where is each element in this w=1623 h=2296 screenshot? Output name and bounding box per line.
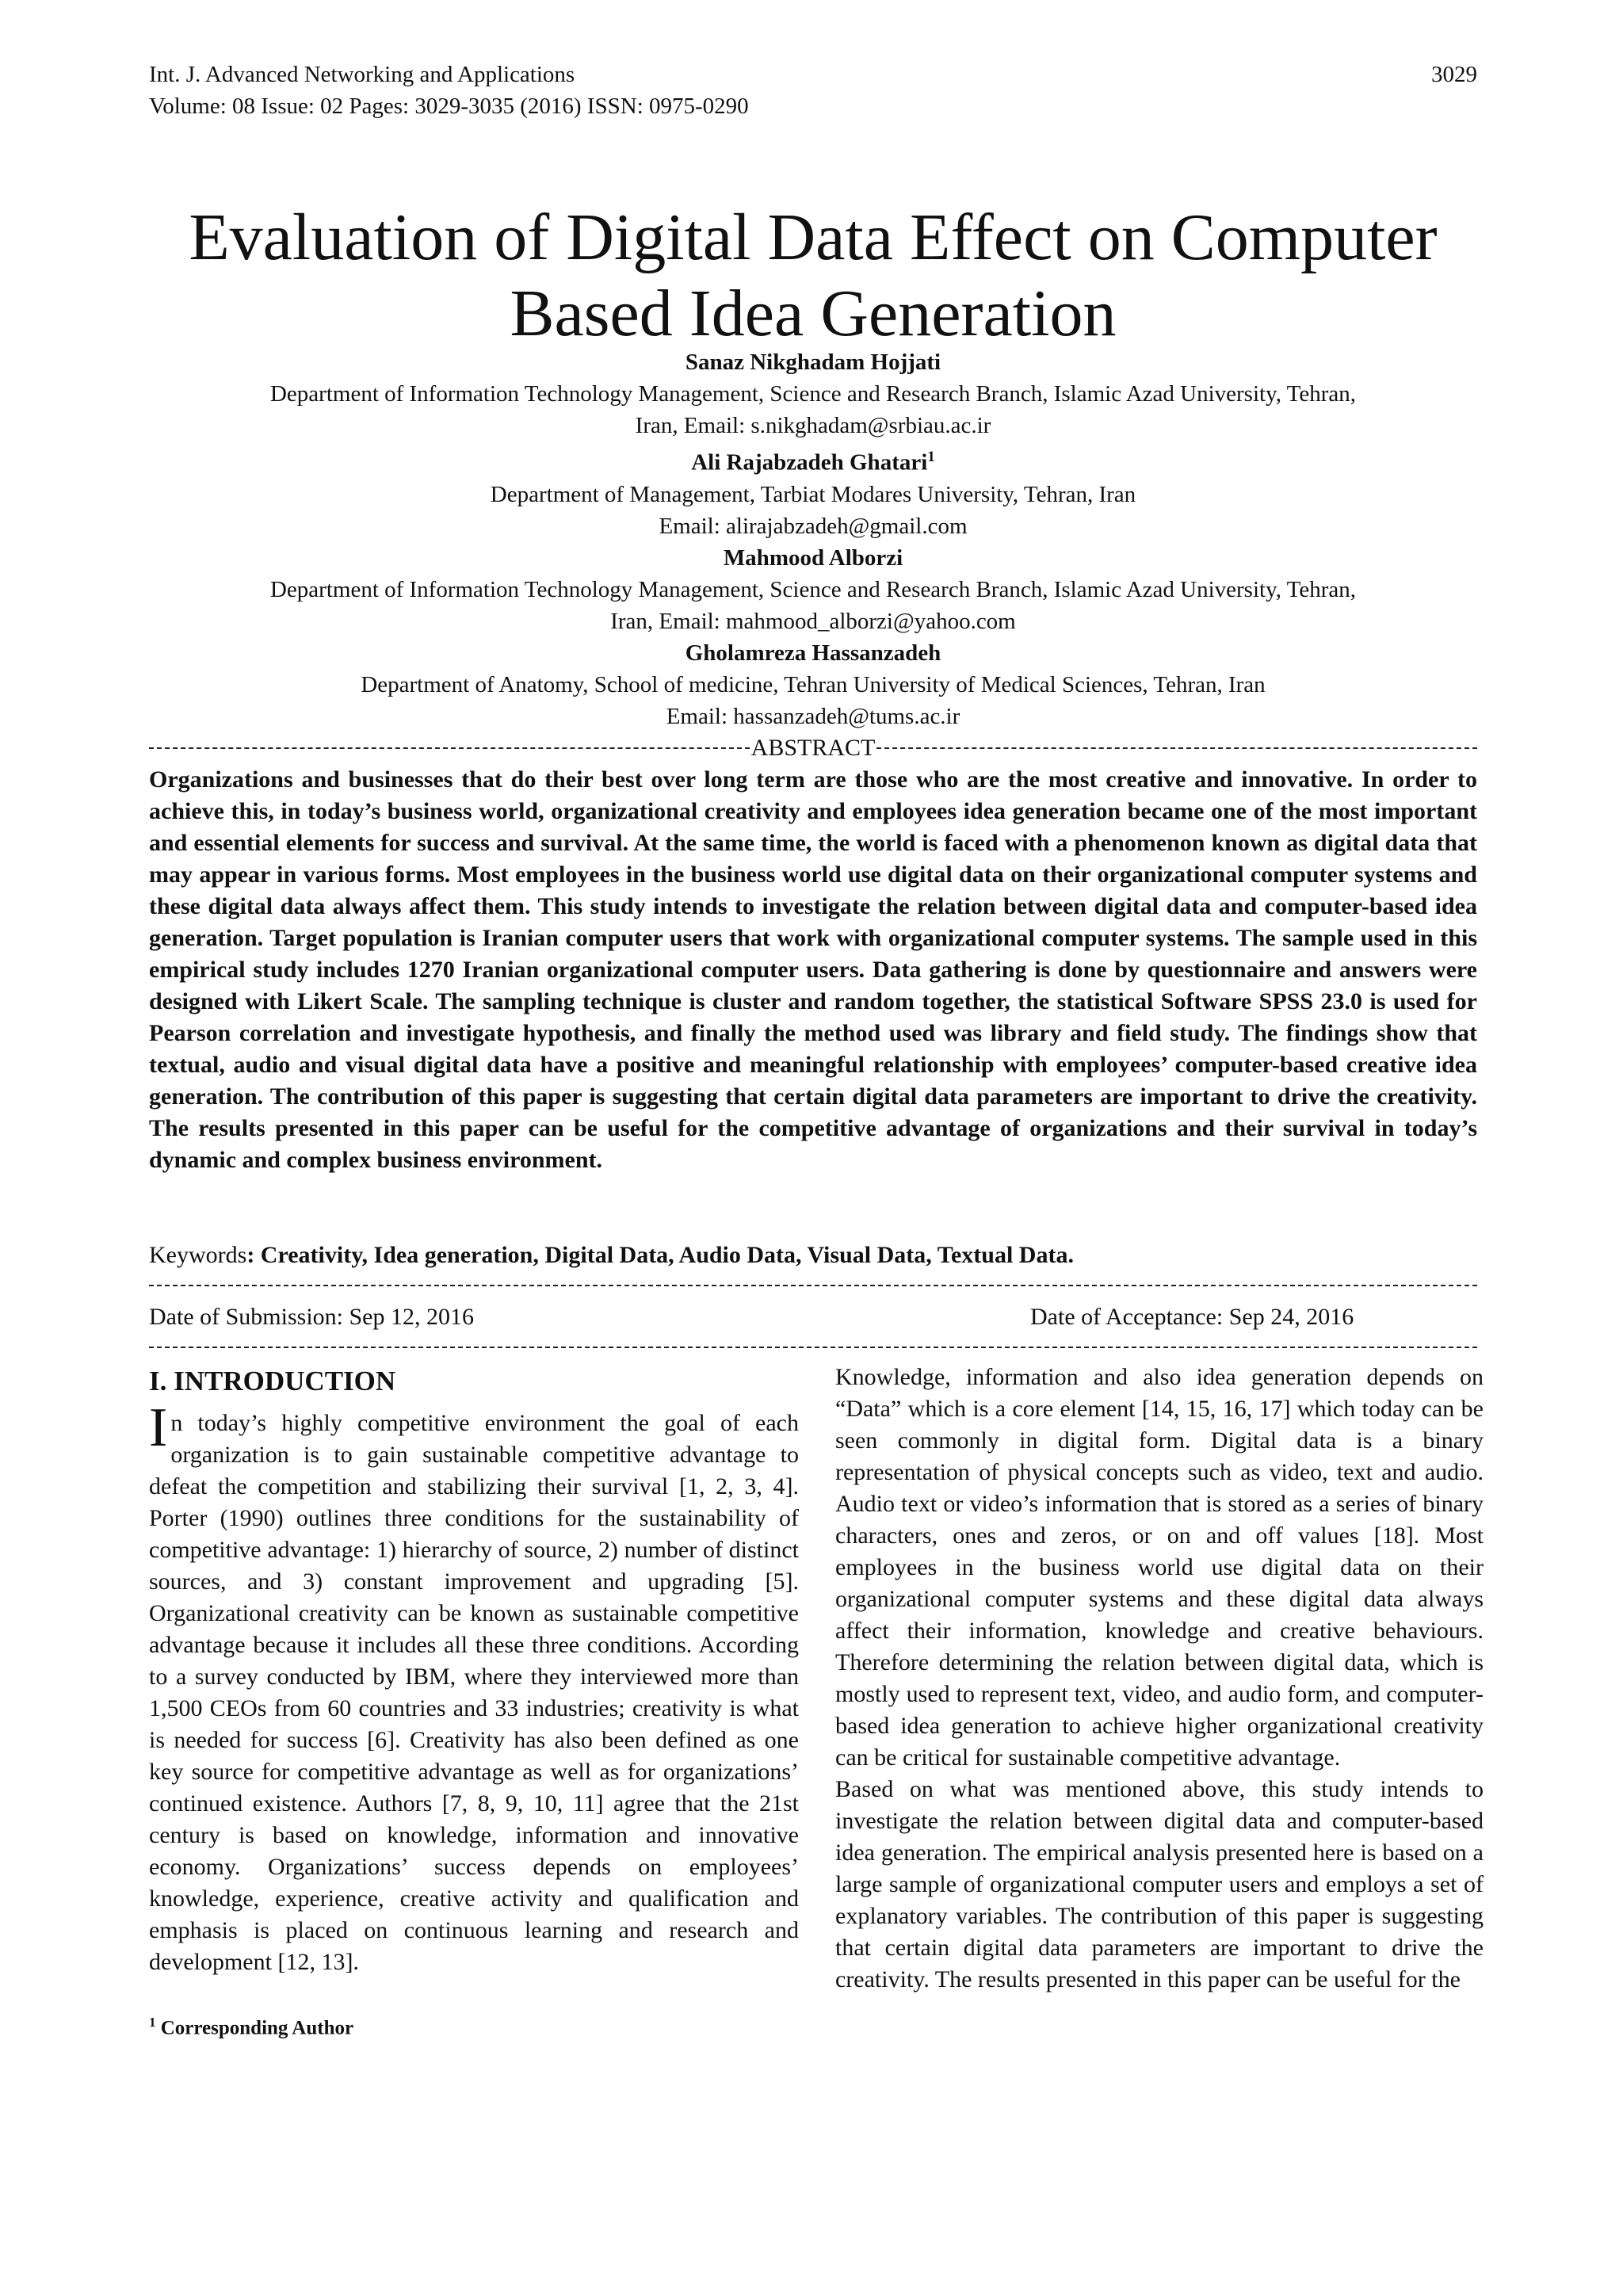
author-affiliation: Department of Information Technology Management, Science and Research Branch, Islamic Azad University, Tehran, <box>269 576 1357 602</box>
author-footnote-mark: 1 <box>927 449 935 465</box>
paper-title <box>149 200 1477 352</box>
divider <box>149 1270 1477 1301</box>
author-email: Iran, Email: s.nikghadam@srbiau.ac.ir <box>635 413 991 438</box>
divider <box>149 1331 1477 1363</box>
left-column <box>149 1362 799 2044</box>
keywords-label: Keywords <box>149 1242 247 1268</box>
dates-row <box>149 1301 1477 1333</box>
running-header <box>149 59 1477 122</box>
author-block <box>149 346 1477 732</box>
author-email: Iran, Email: mahmood_alborzi@yahoo.com <box>610 608 1016 634</box>
divider-dashes <box>149 747 750 749</box>
drop-cap: I <box>149 1397 168 1458</box>
divider-dashes <box>876 747 1477 749</box>
intro-paragraph: Based on what was mentioned above, this study intends to investigate the relation between digital data and computer-based idea generation. The empirical analysis presented here is based on a large sample of organizational computer users and employs a set of explanatory variables. The contribution of this paper is suggesting that certain digital data parameters are important to drive the creativity. The results presented in this paper can be useful for the <box>835 1776 1484 1992</box>
author-name: Gholamreza Hassanzadeh <box>685 640 941 666</box>
footnote: $^1$ Corresponding Author <box>149 2015 354 2039</box>
title-line-2: Based Idea Generation <box>510 277 1117 350</box>
abstract-text: Organizations and businesses that do their best over long term are those who are the most creative and innovative. In order to achieve this, in today’s business world, organizational creativity and employees idea generation became one of the most important and essential elements for success and survival. At the same time, the world is faced with a phenomenon known as digital data that may appear in various forms. Most employees in the business world use digital data on their organizational computer systems and these digital data always affect them. This study intends to investigate the relation between digital data and computer-based idea generation. Target population is Iranian computer users that work with organizational computer systems. The sample used in this empirical study includes 1270 Iranian organizational computer users. Data gathering is done by questionnaire and answers were designed with Likert Scale. The sampling technique is cluster and random together, the statistical Software SPSS 23.0 is used for Pearson correlation and investigate hypothesis, and finally the method used was library and field study. The findings show that textual, audio and visual digital data have a positive and meaningful relationship with employees’ computer-based creative idea generation. The contribution of this paper is suggesting that certain digital data parameters are important to drive the creativity. The results presented in this paper can be useful for the competitive advantage of organizations and their survival in today’s dynamic and complex business environment. <box>149 766 1477 1173</box>
author-email: Email: alirajabzadeh@gmail.com <box>659 513 968 539</box>
author-name: Ali Rajabzadeh Ghatari$^1$ <box>691 449 935 476</box>
author-name: Sanaz Nikghadam Hojjati <box>685 350 941 375</box>
abstract-divider <box>149 732 1477 764</box>
footnote-mark: 1 <box>149 2015 156 2030</box>
right-column <box>835 1362 1484 1996</box>
author-name: Mahmood Alborzi <box>723 544 903 571</box>
submission-date: Date of Submission: Sep 12, 2016 <box>149 1304 474 1330</box>
author-affiliation: Department of Anatomy, School of medicine, Tehran University of Medical Sciences, Tehran, Iran <box>361 671 1266 697</box>
section-heading: I. INTRODUCTION <box>149 1366 396 1396</box>
keywords <box>149 1240 1477 1271</box>
intro-paragraph: In today’s highly competitive environment the goal of each organization is to gain sustainable competitive advantage to defeat the competition and stabilizing their survival [1, 2, 3, 4]. Porter (1990) outlines three conditions for the sustainability of competitive advantage: 1) hierarchy of source, 2) number of distinct sources, and 3) constant improvement and upgrading [5]. Organizational creativity can be known as sustainable competitive advantage because it includes all these three conditions. According to a survey conducted by IBM, where they interviewed more than 1,500 CEOs from 60 countries and 33 industries; creativity is what is needed for success [6]. Creativity has also been defined as one key source for competitive advantage as well as for organizations’ continued existence. Authors [7, 8, 9, 10, 11] agree that the 21st century is based on knowledge, information and innovative economy. Organizations’ success depends on employees’ knowledge, experience, creative activity and qualification and emphasis is placed on continuous learning and research and development [12, 13]. <box>149 1397 799 1975</box>
keywords-list: : Creativity, Idea generation, Digital Data, Audio Data, Visual Data, Textual Data. <box>246 1242 1074 1268</box>
author-email: Email: hassanzadeh@tums.ac.ir <box>666 703 960 729</box>
author-affiliation: Department of Information Technology Management, Science and Research Branch, Islamic Azad University, Tehran, <box>269 381 1357 407</box>
volume-info: Volume: 08 Issue: 02 Pages: 3029-3035 (2016) ISSN: 0975-0290 <box>149 94 749 119</box>
acceptance-date: Date of Acceptance: Sep 24, 2016 <box>1030 1304 1354 1330</box>
title-line-1: Evaluation of Digital Data Effect on Computer <box>189 201 1438 274</box>
abstract-heading: ABSTRACT <box>750 735 876 761</box>
author-affiliation: Department of Management, Tarbiat Modares University, Tehran, Iran <box>490 481 1136 507</box>
intro-paragraph: Knowledge, information and also idea generation depends on “Data” which is a core element [14, 15, 16, 17] which today can be seen commonly in digital form. Digital data is a binary representation of physical concepts such as video, text and audio. Audio text or video’s information that is stored as a series of binary characters, ones and zeros, or on and off values [18]. Most employees in the business world use digital data on their organizational computer systems and these digital data always affect their information, knowledge and creative behaviours. Therefore determining the relation between digital data, which is mostly used to represent text, video, and audio form, and computer-based idea generation to achieve higher organizational creativity can be critical for sustainable competitive advantage. <box>835 1364 1484 1771</box>
page-number: 3029 <box>1431 62 1477 87</box>
journal-name: Int. J. Advanced Networking and Applications <box>149 62 575 87</box>
